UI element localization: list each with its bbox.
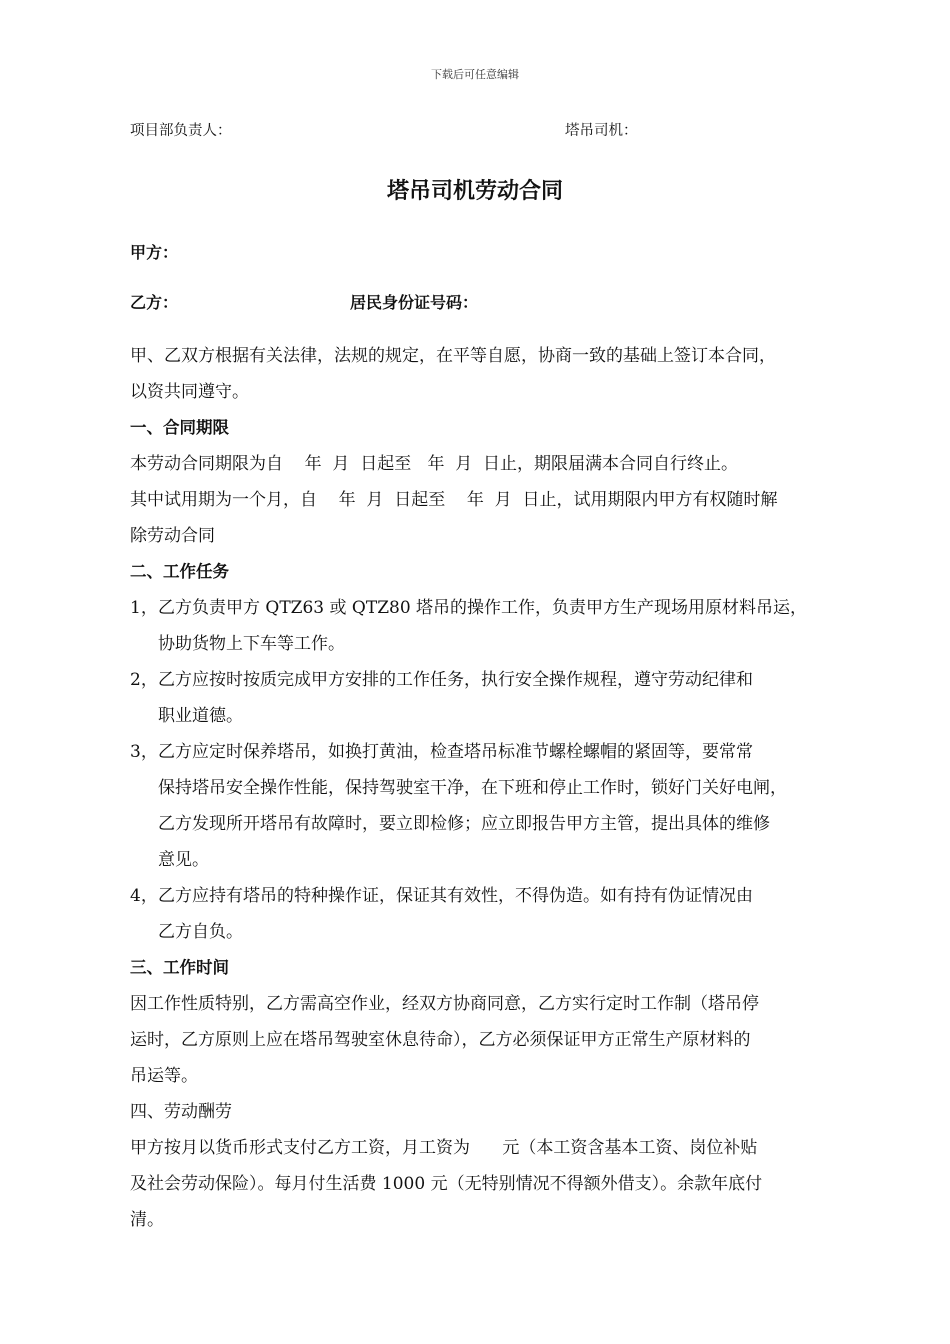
term-line: 其中试用期为一个月，自 年 月 日起至 年 月 日止，试用期限内甲方有权随时解 xyxy=(130,490,778,510)
party-b-label: 乙方： xyxy=(130,293,179,312)
task-line: 乙方自负。 xyxy=(158,922,243,942)
intro-line: 以资共同遵守。 xyxy=(130,382,249,402)
task-line: 乙方负责甲方 QTZ63 或 QTZ80 塔吊的操作工作，负责甲方生产现场用原材料吊运， xyxy=(158,598,808,618)
signature-project-manager: 项目部负责人： xyxy=(130,123,232,139)
task-line: 乙方应按时按质完成甲方安排的工作任务，执行安全操作规程，遵守劳动纪律和 xyxy=(158,670,753,690)
task-line: 乙方应持有塔吊的特种操作证，保证其有效性，不得伪造。如有持有伪证情况由 xyxy=(158,886,753,906)
document-title: 塔吊司机劳动合同 xyxy=(386,179,563,204)
task-line: 协助货物上下车等工作。 xyxy=(158,634,345,654)
task-item xyxy=(130,878,865,950)
intro-line: 甲、乙双方根据有关法律，法规的规定，在平等自愿，协商一致的基础上签订本合同， xyxy=(130,346,776,366)
signature-crane-operator: 塔吊司机： xyxy=(565,123,638,139)
task-line: 保持塔吊安全操作性能，保持驾驶室干净，在下班和停止工作时，锁好门关好电闸， xyxy=(158,778,787,798)
term-line: 本劳动合同期限为自 年 月 日起至 年 月 日止，期限届满本合同自行终止。 xyxy=(130,454,739,474)
task-line: 乙方应定时保养塔吊，如换打黄油，检查塔吊标准节螺栓螺帽的紧固等，要常常 xyxy=(158,742,753,762)
task-number: 4， xyxy=(130,886,158,906)
section-heading-hours: 三、工作时间 xyxy=(130,958,229,977)
pay-line: 及社会劳动保险）。每月付生活费 1000 元（无特别情况不得额外借支）。余款年底付 xyxy=(130,1174,763,1194)
task-line: 意见。 xyxy=(158,850,209,870)
hours-line: 因工作性质特别，乙方需高空作业，经双方协商同意，乙方实行定时工作制（塔吊停 xyxy=(130,994,759,1014)
term-line: 除劳动合同 xyxy=(130,526,215,546)
task-line: 乙方发现所开塔吊有故障时，要立即检修；应立即报告甲方主管，提出具体的维修 xyxy=(158,814,770,834)
task-item xyxy=(130,662,865,734)
task-line: 职业道德。 xyxy=(158,706,243,726)
task-item xyxy=(130,734,865,878)
party-a-label: 甲方： xyxy=(130,243,179,262)
task-item xyxy=(130,590,865,662)
id-number-label: 居民身份证号码： xyxy=(350,293,479,312)
hours-line: 运时，乙方原则上应在塔吊驾驶室休息待命），乙方必须保证甲方正常生产原材料的 xyxy=(130,1030,751,1050)
pay-line: 清。 xyxy=(130,1210,164,1230)
section-heading-tasks: 二、工作任务 xyxy=(130,562,229,581)
contract-body xyxy=(130,338,865,1238)
task-number: 1， xyxy=(130,598,158,618)
task-number: 2， xyxy=(130,670,158,690)
hours-line: 吊运等。 xyxy=(130,1066,198,1086)
section-heading-pay: 四、劳动酬劳 xyxy=(130,1102,232,1122)
header-note: 下载后可任意编辑 xyxy=(431,68,519,81)
section-heading-term: 一、合同期限 xyxy=(130,418,229,437)
task-number: 3， xyxy=(130,742,158,762)
pay-line: 甲方按月以货币形式支付乙方工资，月工资为 元（本工资含基本工资、岗位补贴 xyxy=(130,1138,758,1158)
